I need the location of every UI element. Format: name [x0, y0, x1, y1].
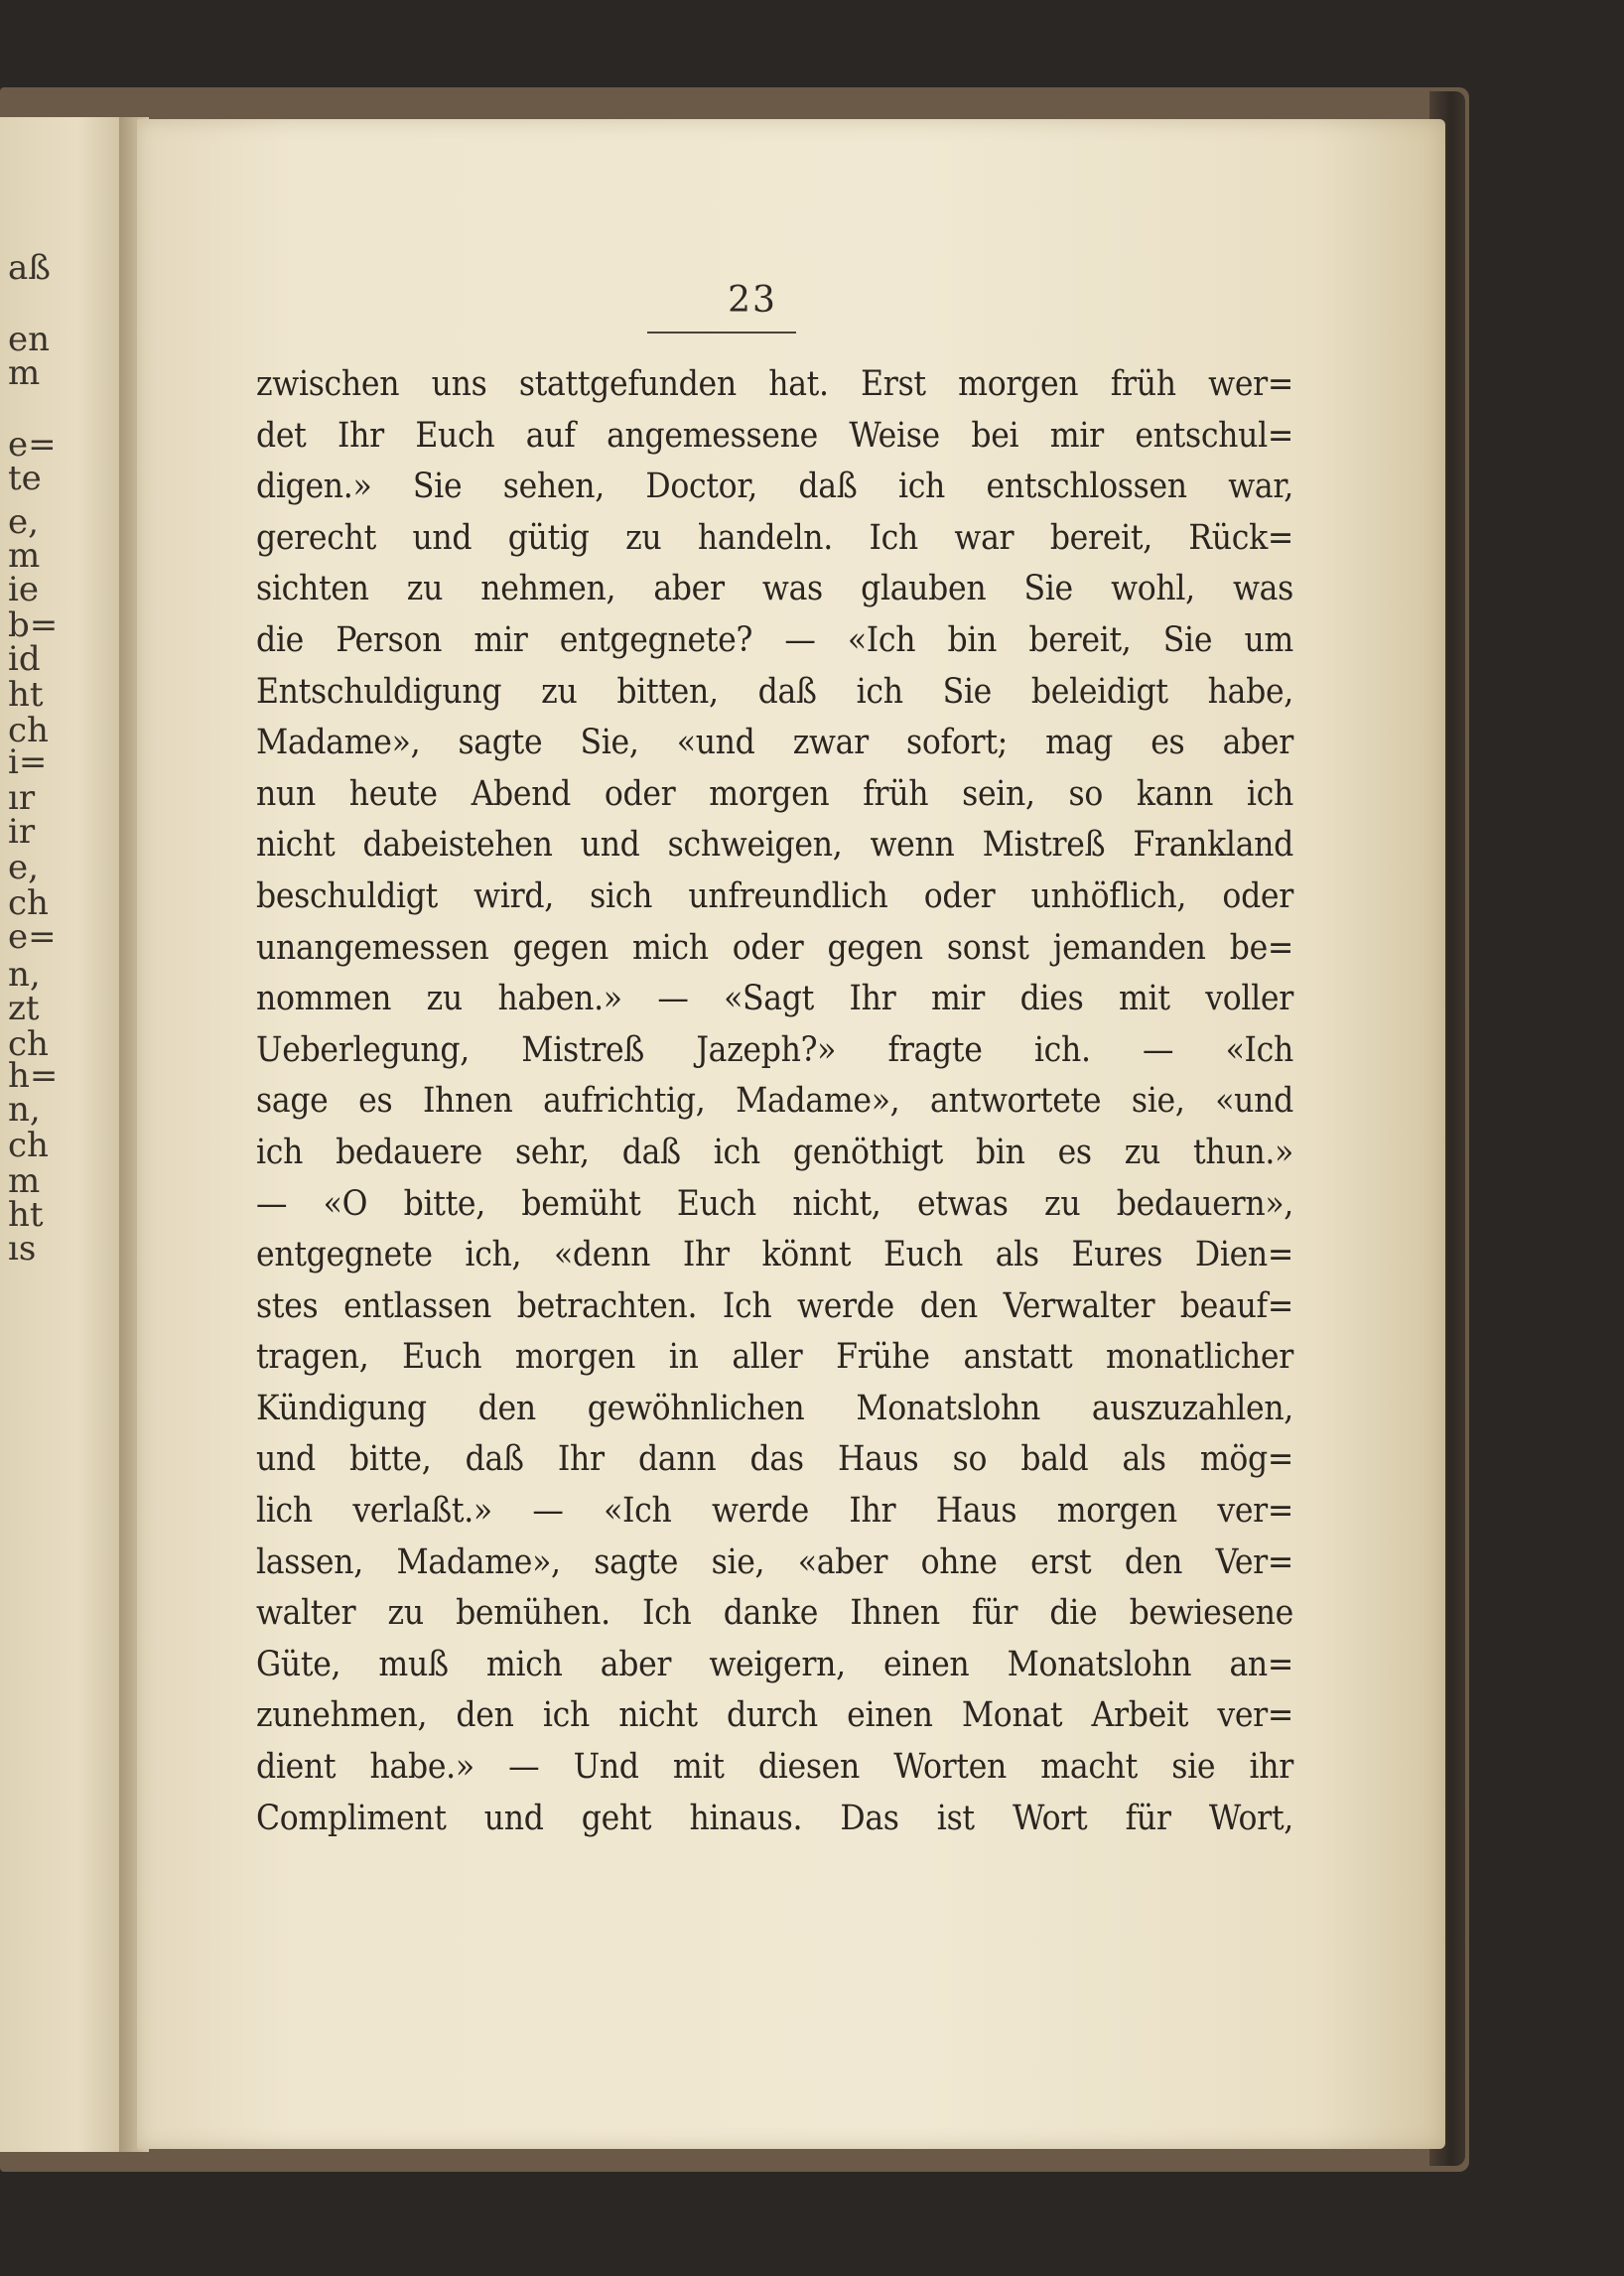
right-page — [137, 119, 1445, 2149]
left-page-text-fragment: te — [8, 459, 42, 498]
left-page-text-fragment: e= — [8, 917, 57, 957]
text-line: Madame», sagte Sie, «und zwar sofort; mag es aber — [256, 723, 1293, 763]
text-line: gerecht und gütig zu handeln. Ich war bereit, Rück= — [256, 517, 1293, 558]
left-page-text-fragment: n, — [8, 955, 41, 995]
left-page-text-fragment: m — [8, 536, 41, 576]
left-page-text-fragment: ht — [8, 1195, 44, 1235]
text-line: nun heute Abend oder morgen früh sein, so kann ich — [256, 773, 1293, 814]
text-line: nicht dabeistehen und schweigen, wenn Mistreß Frankland — [256, 825, 1293, 866]
text-line: beschuldigt wird, sich unfreundlich oder unhöflich, oder — [256, 875, 1293, 916]
left-page-text-fragment: m — [8, 1161, 41, 1201]
left-page-text-fragment: en — [8, 320, 51, 359]
text-line: stes entlassen betrachten. Ich werde den Verwalter beauf= — [256, 1285, 1293, 1326]
text-line: digen.» Sie sehen, Doctor, daß ich entschlossen war, — [256, 467, 1293, 507]
left-page-text-fragment: ch — [8, 711, 49, 750]
left-page-text-fragment: i= — [8, 742, 48, 782]
left-page-text-fragment: ir — [8, 812, 36, 852]
left-page-text-fragment: e, — [8, 502, 39, 542]
text-line: Compliment und geht hinaus. Das ist Wort für Wort, — [256, 1798, 1293, 1838]
left-page-text-fragment: id — [8, 639, 41, 679]
text-line: unangemessen gegen mich oder gegen sonst jemanden be= — [256, 927, 1293, 968]
left-page-text-fragment: ie — [8, 570, 39, 609]
left-page — [0, 117, 129, 2152]
text-line: Entschuldigung zu bitten, daß ich Sie beleidigt habe, — [256, 671, 1293, 712]
left-page-text-fragment: ıs — [8, 1229, 37, 1269]
text-line: ich bedauere sehr, daß ich genöthigt bin es zu thun.» — [256, 1132, 1293, 1172]
left-page-text-fragment: ch — [8, 1126, 49, 1165]
left-page-text-fragment: ch — [8, 883, 49, 923]
text-line: dient habe.» — Und mit diesen Worten macht sie ihr — [256, 1747, 1293, 1788]
text-line: Ueberlegung, Mistreß Jazeph?» fragte ich. — «Ich — [256, 1029, 1293, 1070]
text-line: zwischen uns stattgefunden hat. Erst morgen früh wer= — [256, 364, 1293, 404]
page-number: 23 — [728, 280, 777, 321]
text-line: walter zu bemühen. Ich danke Ihnen für die bewiesene — [256, 1593, 1293, 1634]
left-page-text-fragment: ht — [8, 675, 44, 715]
text-line: Güte, muß mich aber weigern, einen Monatslohn an= — [256, 1644, 1293, 1684]
left-page-text-fragment: b= — [8, 605, 59, 645]
left-page-text-fragment: aß — [8, 248, 51, 288]
left-page-text-fragment: ır — [8, 778, 36, 818]
text-line: Kündigung den gewöhnlichen Monatslohn auszuzahlen, — [256, 1388, 1293, 1428]
left-page-text-fragment: e= — [8, 425, 57, 465]
left-page-text-fragment: n, — [8, 1090, 41, 1130]
text-line: nommen zu haben.» — «Sagt Ihr mir dies mit voller — [256, 979, 1293, 1019]
left-page-text-fragment: e, — [8, 848, 39, 887]
text-line: entgegnete ich, «denn Ihr könnt Euch als Eures Dien= — [256, 1235, 1293, 1275]
left-page-text-fragment: zt — [8, 989, 40, 1028]
page-number-rule — [647, 332, 796, 334]
left-page-text-fragment: h= — [8, 1056, 59, 1096]
text-line: — «O bitte, bemüht Euch nicht, etwas zu bedauern», — [256, 1183, 1293, 1224]
text-line: sichten zu nehmen, aber was glauben Sie wohl, was — [256, 569, 1293, 609]
left-page-text-fragment: m — [8, 353, 41, 393]
text-line: und bitte, daß Ihr dann das Haus so bald als mög= — [256, 1439, 1293, 1480]
text-line: sage es Ihnen aufrichtig, Madame», antwortete sie, «und — [256, 1081, 1293, 1122]
text-line: det Ihr Euch auf angemessene Weise bei mir entschul= — [256, 415, 1293, 456]
text-line: lassen, Madame», sagte sie, «aber ohne erst den Ver= — [256, 1541, 1293, 1582]
text-line: die Person mir entgegnete? — «Ich bin bereit, Sie um — [256, 619, 1293, 660]
left-page-text-fragment: ch — [8, 1024, 49, 1064]
text-line: tragen, Euch morgen in aller Frühe anstatt monatlicher — [256, 1337, 1293, 1378]
text-line: lich verlaßt.» — «Ich werde Ihr Haus morgen ver= — [256, 1491, 1293, 1532]
text-line: zunehmen, den ich nicht durch einen Monat Arbeit ver= — [256, 1695, 1293, 1736]
page-text — [256, 359, 1293, 1844]
